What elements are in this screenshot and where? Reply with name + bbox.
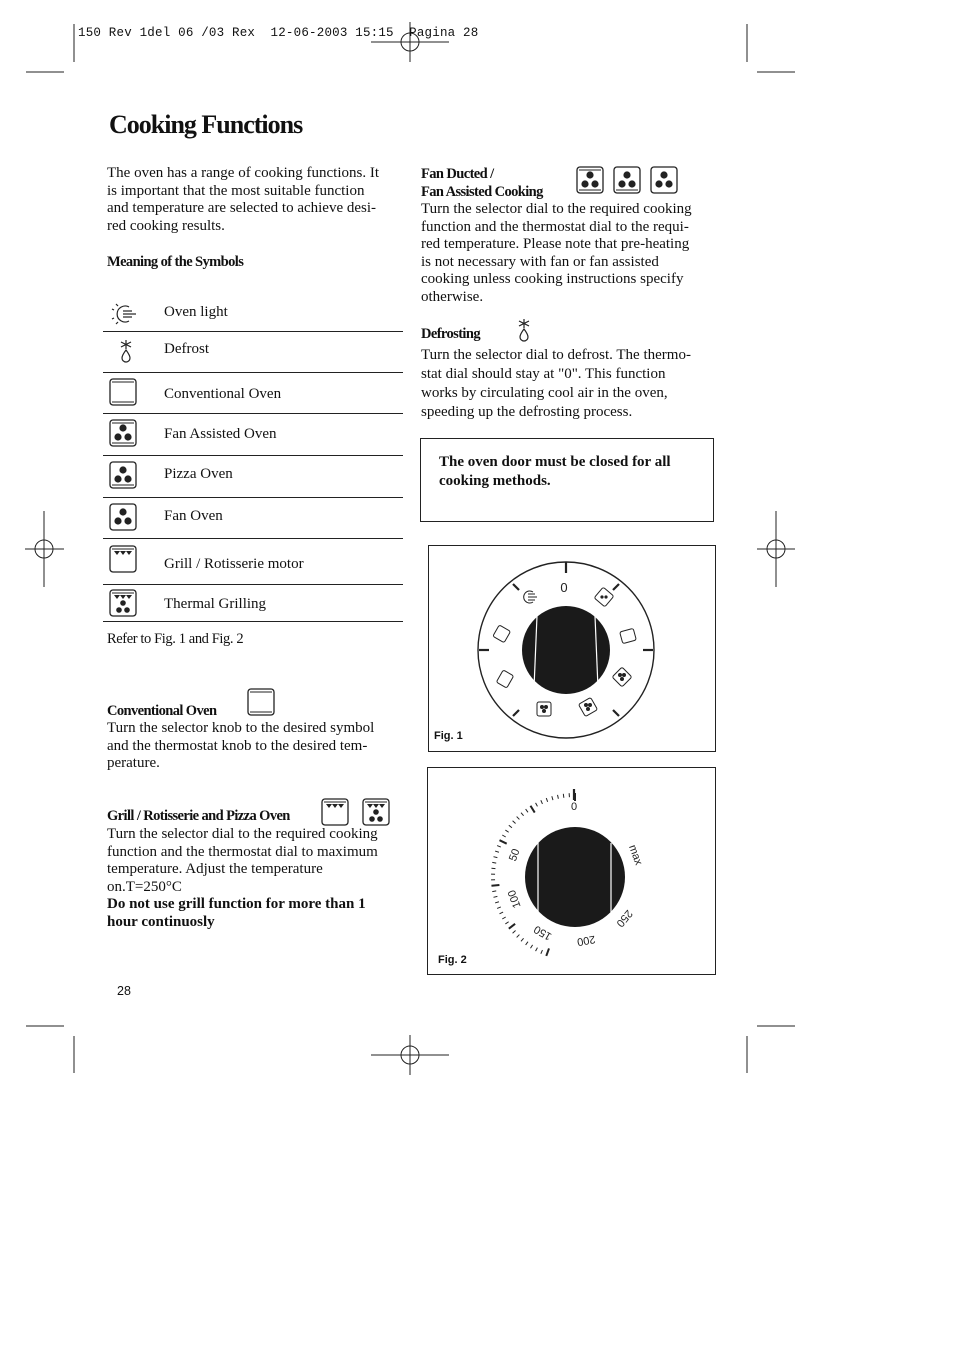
conventional-oven-icon xyxy=(109,378,137,406)
thermostat-scale-label: 150 xyxy=(532,922,554,943)
figure-2-thermostat-dial xyxy=(427,767,716,975)
thermostat-tick xyxy=(495,851,499,852)
thermostat-scale-label: 100 xyxy=(505,888,524,910)
thermostat-tick xyxy=(509,825,512,827)
fan-oven-icon xyxy=(650,166,678,194)
thermostat-tick xyxy=(492,862,496,863)
grill-rotisserie-icon xyxy=(321,798,349,826)
thermostat-tick xyxy=(558,795,559,799)
symbol-row-grill xyxy=(103,538,403,585)
symbol-label: Thermal Grilling xyxy=(164,596,267,612)
thermostat-tick xyxy=(497,846,501,847)
figure-1-label: Fig. 1 xyxy=(434,730,463,742)
thermostat-tick xyxy=(526,942,528,945)
grill-text: Turn the selector dial to the required cooking function and the thermostat dial to maximum temperature. Adjust the temperature on.T=250°C Do not use grill function for more than 1 hour continuosly xyxy=(107,826,402,932)
fan-text: Turn the selector dial to the required cooking function and the thermostat dial to the requi- red temperature. Please note that pre-heating is not necessary with fan or fan assisted cooking unless cooking instructions specify otherwise. xyxy=(421,201,692,305)
oven-light-icon xyxy=(112,303,138,325)
thermostat-tick xyxy=(491,885,499,886)
thermostat-scale-label: 200 xyxy=(576,932,597,948)
thermostat-tick xyxy=(546,948,549,956)
thermostat-tick xyxy=(530,945,532,948)
symbol-label: Fan Oven xyxy=(164,508,223,524)
symbol-row-defrost xyxy=(103,331,403,373)
thermostat-zero-label: 0 xyxy=(570,801,578,813)
thermal-grilling-icon xyxy=(362,798,390,826)
thermostat-tick xyxy=(500,912,504,914)
thermostat-scale-label: 50 xyxy=(507,847,523,863)
thermostat-tick xyxy=(541,800,543,804)
symbol-label: Pizza Oven xyxy=(164,466,233,482)
symbol-label: Fan Assisted Oven xyxy=(164,426,277,442)
thermostat-tick xyxy=(541,950,543,954)
page-number: 28 xyxy=(117,984,131,998)
fan-heading: Fan Ducted / Fan Assisted Cooking xyxy=(421,166,543,200)
intro-text: The oven has a range of cooking functions. It is important that the most suitable function and temperature are selected to achieve desi- red cooking results. xyxy=(107,165,379,234)
thermostat-dial xyxy=(428,768,717,976)
symbol-label: Oven light xyxy=(164,304,228,320)
grill-rotisserie-icon xyxy=(109,545,137,573)
thermostat-tick xyxy=(521,938,524,941)
thermostat-tick xyxy=(502,917,505,919)
symbols-heading: Meaning of the Symbols xyxy=(107,254,244,270)
thermostat-scale-label: max xyxy=(626,843,645,867)
symbol-row-fan-assisted xyxy=(103,413,403,456)
thermostat-tick xyxy=(497,907,501,908)
symbol-label: Conventional Oven xyxy=(164,386,282,402)
thermostat-tick xyxy=(546,798,547,802)
page-title: Cooking Functions xyxy=(109,110,303,139)
thermal-grilling-icon xyxy=(109,589,137,617)
door-warning-box: The oven door must be closed for all cooking methods. xyxy=(420,438,714,522)
selector-dial xyxy=(429,546,717,753)
thermostat-tick xyxy=(502,835,505,837)
symbol-row-conventional xyxy=(103,372,403,414)
thermostat-tick xyxy=(536,948,538,952)
thermostat-tick xyxy=(536,803,538,807)
symbol-row-pizza xyxy=(103,455,403,498)
thermostat-tick xyxy=(495,902,499,903)
fan-assisted-oven-icon xyxy=(576,166,604,194)
thermostat-tick xyxy=(552,796,553,800)
defrost-icon xyxy=(118,339,134,363)
thermostat-tick xyxy=(530,806,534,813)
thermostat-tick xyxy=(517,935,520,938)
thermostat-tick xyxy=(526,809,528,812)
symbol-label: Defrost xyxy=(164,341,209,357)
conventional-heading: Conventional Oven xyxy=(107,703,217,719)
grill-heading: Grill / Rotisserie and Pizza Oven xyxy=(107,808,290,824)
thermostat-tick xyxy=(521,813,524,816)
thermostat-tick xyxy=(517,817,520,820)
refer-figures: Refer to Fig. 1 and Fig. 2 xyxy=(107,631,244,647)
pizza-oven-icon xyxy=(613,166,641,194)
figure-2-label: Fig. 2 xyxy=(438,954,467,966)
thermostat-tick xyxy=(505,830,508,832)
grill-warning: Do not use grill function for more than 1 hour continuosly xyxy=(107,896,366,930)
symbol-label: Grill / Rotisserie motor xyxy=(164,556,304,572)
pizza-oven-icon xyxy=(109,461,137,489)
fan-oven-icon xyxy=(109,503,137,531)
print-header: 150 Rev 1del 06 /03 Rex 12-06-2003 15:15 Pagina 28 xyxy=(78,26,479,40)
thermostat-tick xyxy=(493,857,497,858)
symbol-row-oven-light xyxy=(103,296,403,332)
thermostat-tick xyxy=(513,931,516,934)
thermostat-tick xyxy=(505,922,508,924)
figure-1-selector-dial xyxy=(428,545,716,752)
thermostat-tick xyxy=(563,794,564,798)
thermostat-tick xyxy=(493,896,497,897)
selector-zero-label: 0 xyxy=(560,580,568,595)
defrost-icon xyxy=(516,318,532,342)
symbol-row-fan-oven xyxy=(103,497,403,539)
defrosting-heading: Defrosting xyxy=(421,326,480,342)
defrosting-text: Turn the selector dial to defrost. The thermo- stat dial should stay at "0". This function works by circulating cool air in the oven, speeding up the defrosting process. xyxy=(421,347,691,420)
fan-assisted-oven-icon xyxy=(109,419,137,447)
thermostat-tick xyxy=(509,924,515,929)
conventional-text: Turn the selector knob to the desired symbol and the thermostat knob to the desired tem- perature. xyxy=(107,720,375,772)
thermostat-scale-label: 250 xyxy=(613,907,635,930)
thermostat-tick xyxy=(500,840,507,844)
conventional-oven-icon xyxy=(247,688,275,716)
symbol-row-thermal-grilling xyxy=(103,584,403,622)
thermostat-tick xyxy=(513,821,516,824)
thermostat-tick xyxy=(492,891,496,892)
